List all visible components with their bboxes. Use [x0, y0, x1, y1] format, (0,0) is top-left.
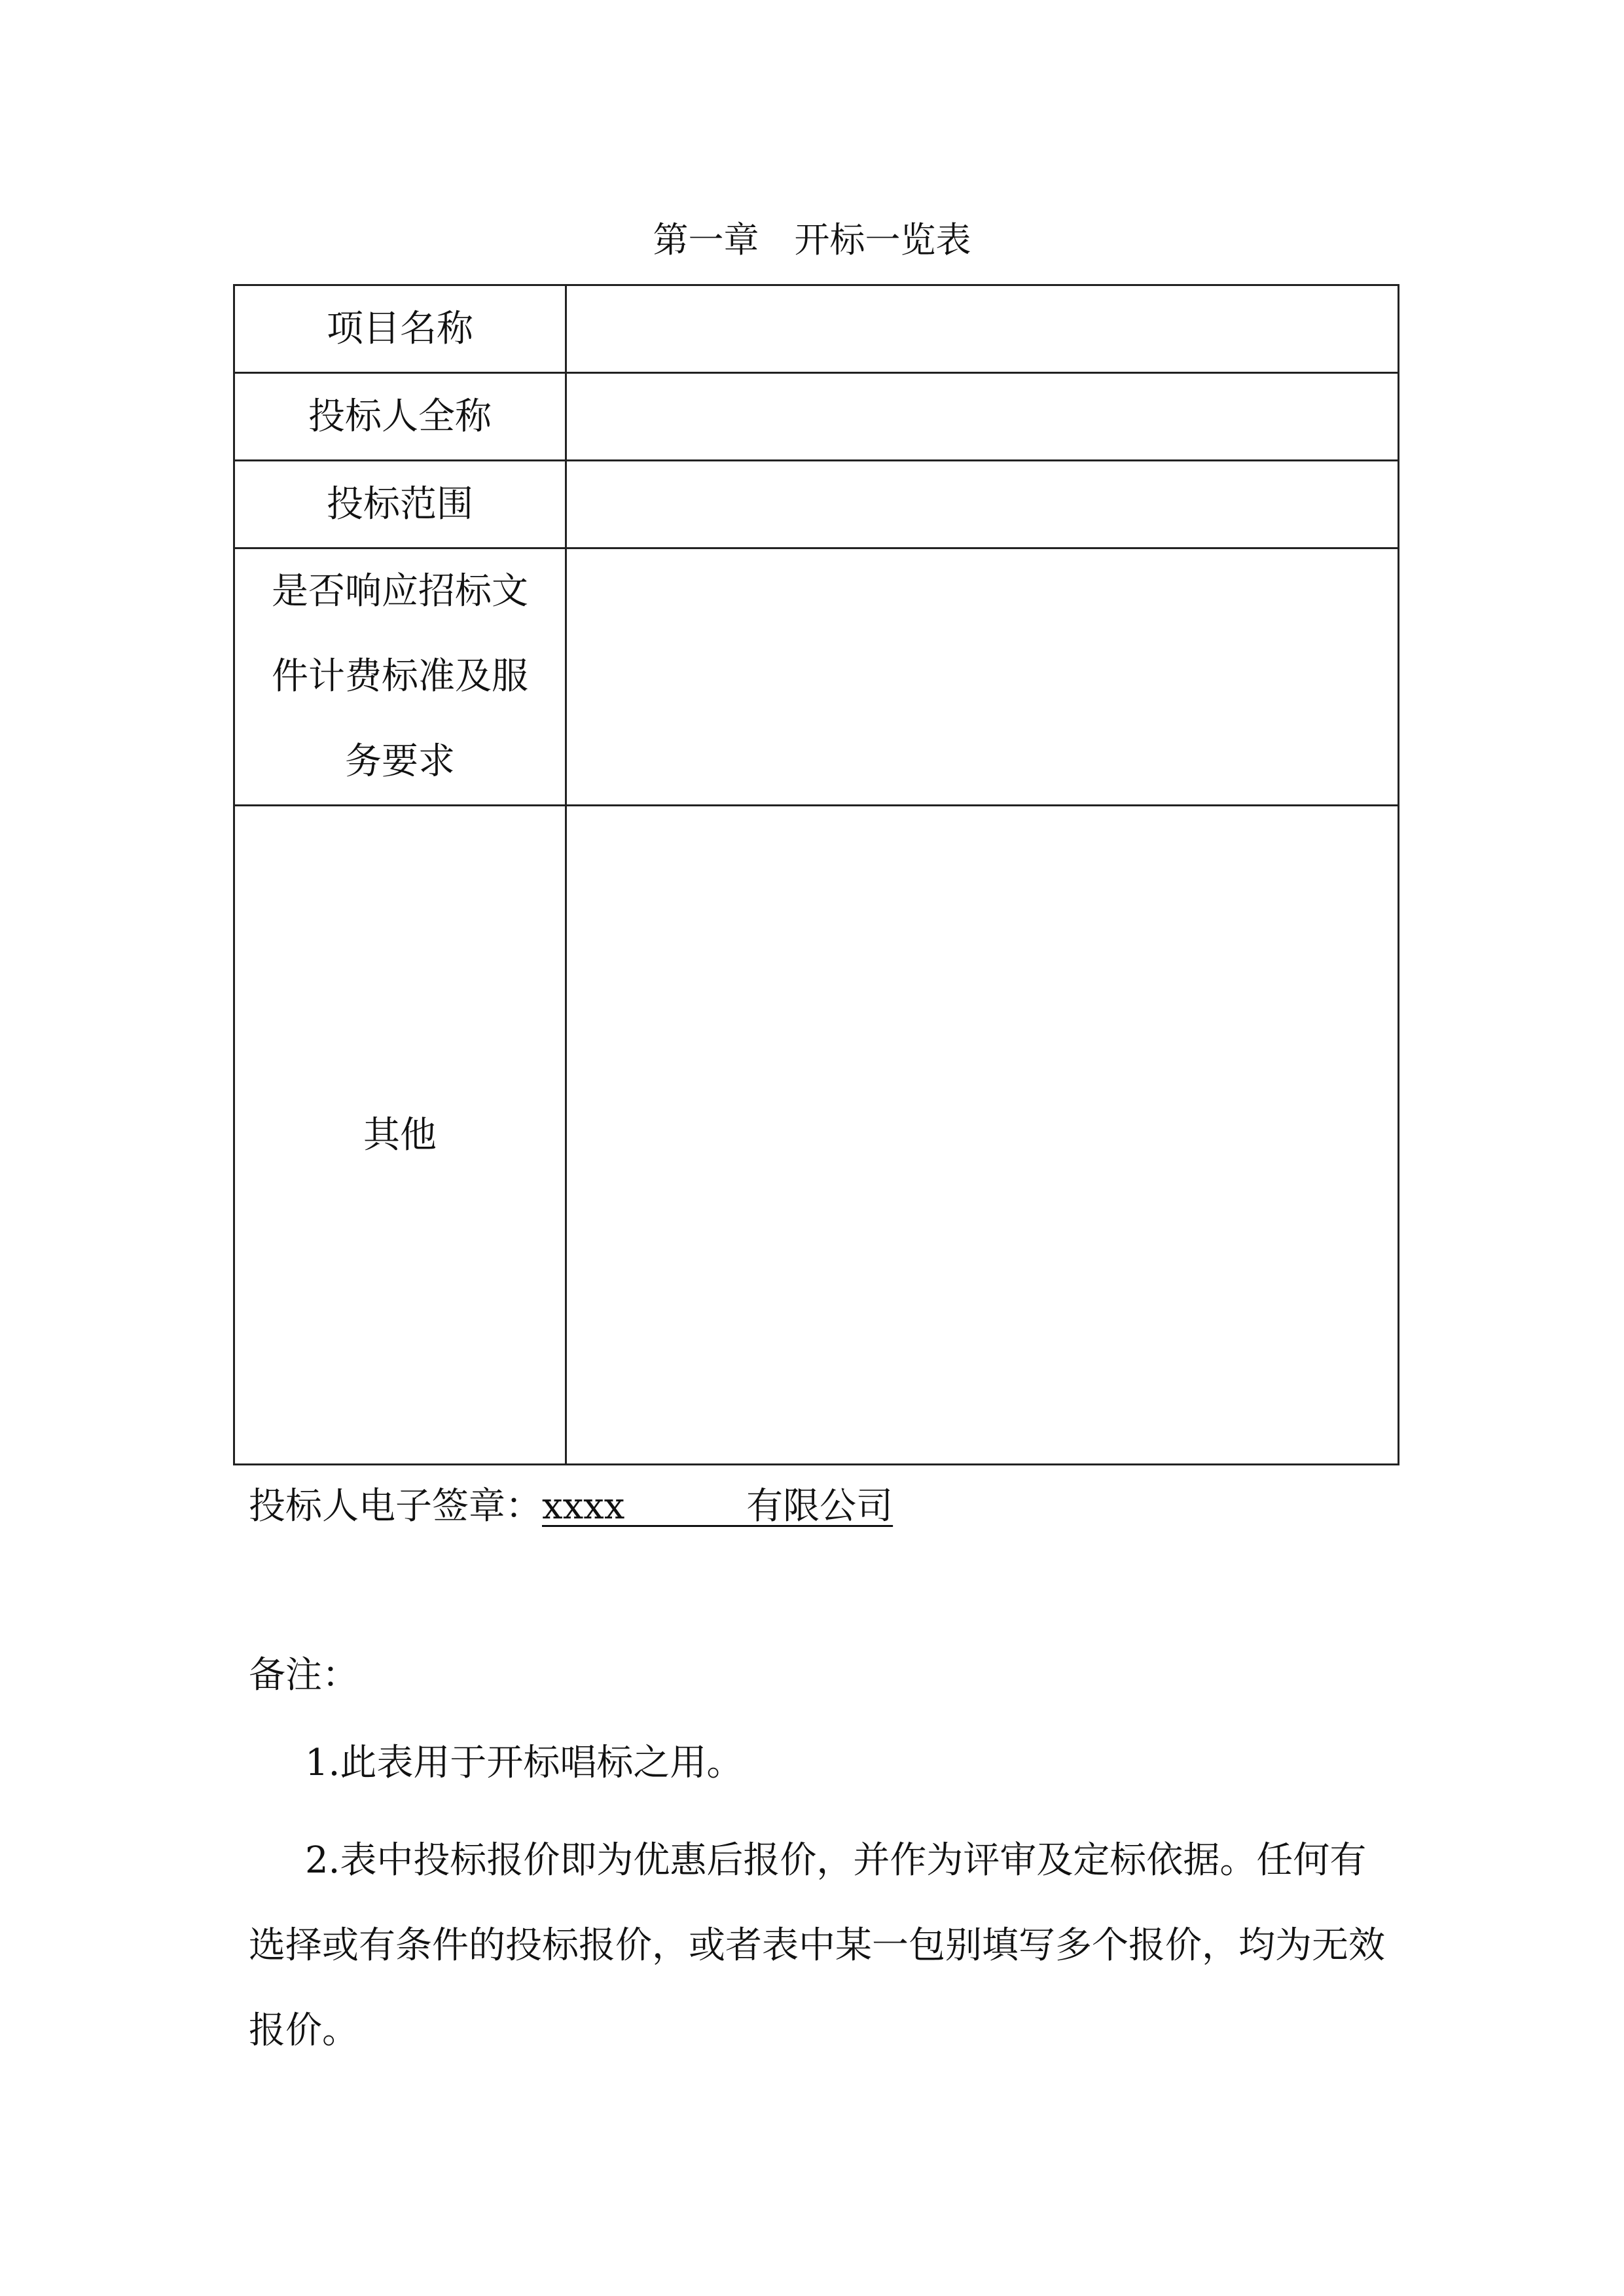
page-title: 第一章 开标一览表 — [653, 219, 971, 260]
notes-label: 备注： — [249, 1654, 359, 1696]
note-item-1: 1.此表用于开标唱标之用。 — [305, 1742, 744, 1784]
table-row — [234, 461, 1399, 548]
row-value-bidder-name[interactable] — [566, 373, 1399, 461]
bid-opening-table — [233, 284, 1399, 1465]
signature-value: xxxx 有限公司 — [542, 1485, 893, 1528]
row-label-compliance-text: 是否响应招标文件计费标准及服务要求 — [272, 570, 528, 783]
row-label-bid-scope: 投标范围 — [234, 461, 566, 548]
row-value-other[interactable] — [566, 806, 1399, 1465]
row-label-project-name: 项目名称 — [234, 285, 566, 373]
table-row — [234, 806, 1399, 1465]
table-row — [234, 548, 1399, 806]
signature-line — [249, 1480, 893, 1533]
row-label-compliance — [234, 548, 566, 806]
row-label-other: 其他 — [234, 806, 566, 1465]
table-row — [234, 285, 1399, 373]
row-value-project-name[interactable] — [566, 285, 1399, 373]
row-label-bidder-name: 投标人全称 — [234, 373, 566, 461]
row-value-bid-scope[interactable] — [566, 461, 1399, 548]
signature-label: 投标人电子签章： — [249, 1485, 542, 1528]
note-item-2: 2.表中投标报价即为优惠后报价，并作为评审及定标依据。任何有选择或有条件的投标报价，或者表中某一包别填写多个报价，均为无效报价。 — [249, 1839, 1385, 2052]
table-row — [234, 373, 1399, 461]
row-value-compliance[interactable] — [566, 548, 1399, 806]
